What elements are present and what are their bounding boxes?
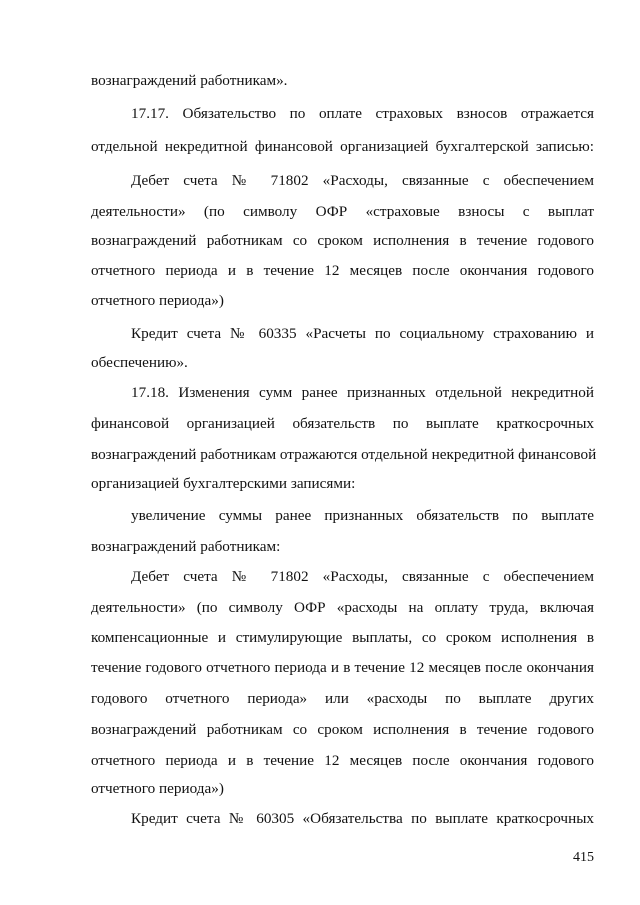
page-number: 415 [573, 850, 594, 865]
text-line: увеличение суммы ранее признанных обязательств по выплате [131, 507, 594, 524]
text-line: течение годового отчетного периода и в течение 12 месяцев после окончания [91, 659, 594, 676]
text-line: годового отчетного периода» или «расходы по выплате других [91, 690, 594, 707]
text-line: организацией бухгалтерскими записями: [91, 475, 356, 492]
text-line: Кредит счета № 60335 «Расчеты по социальному страхованию и [131, 325, 594, 342]
text-line: отчетного периода») [91, 780, 224, 797]
text-line: деятельности» (по символу ОФР «расходы на оплату труда, включая [91, 599, 594, 616]
text-line: Дебет счета № 71802 «Расходы, связанные с обеспечением [131, 568, 594, 585]
text-line: отчетного периода и в течение 12 месяцев после окончания годового [91, 262, 594, 279]
text-line: Кредит счета № 60305 «Обязательства по выплате краткосрочных [131, 810, 594, 827]
text-line: 17.17. Обязательство по оплате страховых взносов отражается [131, 105, 594, 122]
text-line: вознаграждений работникам отражаются отдельной некредитной финансовой [91, 446, 597, 463]
text-line: отчетного периода и в течение 12 месяцев после окончания годового [91, 752, 594, 769]
text-line: отдельной некредитной финансовой организацией бухгалтерской записью: [91, 138, 594, 155]
text-line: деятельности» (по символу ОФР «страховые взносы с выплат [91, 203, 594, 220]
text-line: вознаграждений работникам со сроком исполнения в течение годового [91, 721, 594, 738]
text-line: вознаграждений работникам со сроком исполнения в течение годового [91, 232, 594, 249]
text-line: вознаграждений работникам: [91, 538, 281, 555]
text-line: финансовой организацией обязательств по выплате краткосрочных [91, 415, 594, 432]
text-line: 17.18. Изменения сумм ранее признанных отдельной некредитной [131, 384, 594, 401]
text-line: Дебет счета № 71802 «Расходы, связанные с обеспечением [131, 172, 594, 189]
text-line: отчетного периода») [91, 292, 224, 309]
text-line: вознаграждений работникам». [91, 72, 288, 89]
text-line: компенсационные и стимулирующие выплаты, со сроком исполнения в [91, 629, 594, 646]
text-line: обеспечению». [91, 354, 188, 371]
